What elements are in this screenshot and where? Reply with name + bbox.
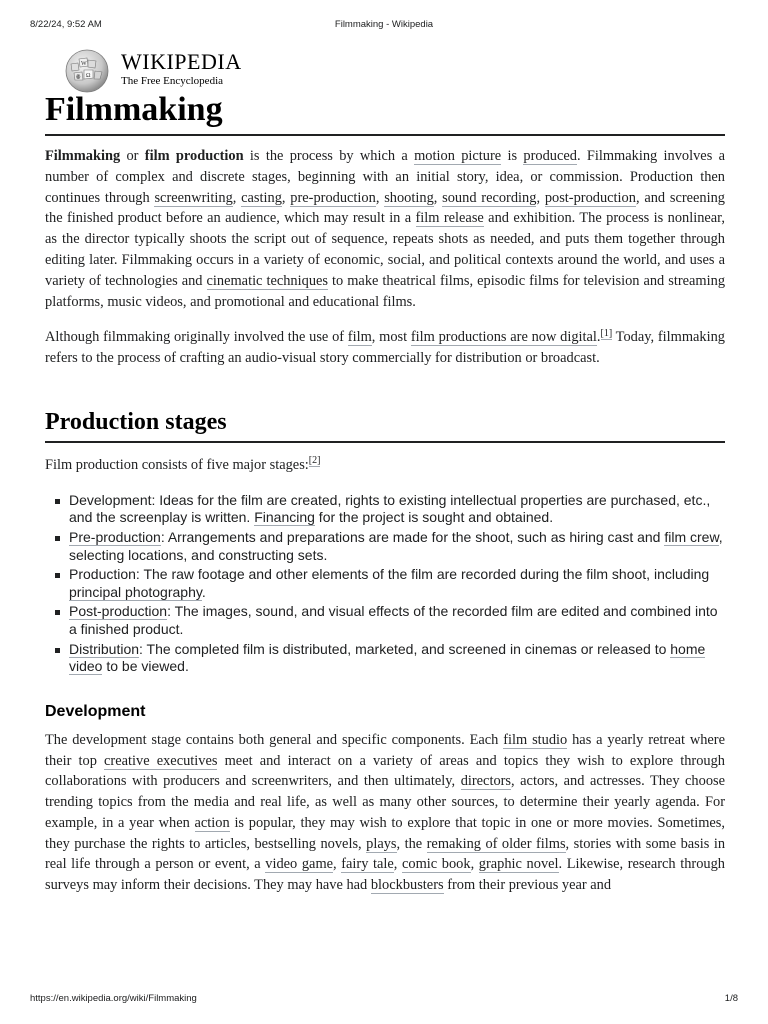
section-heading-development: Development [45, 702, 146, 720]
text: to make theatrical films, episodic films for television and streaming platforms, music videos, and promotional and educational films. [45, 272, 726, 310]
link-film-productions-digital[interactable]: film productions are now digital [410, 329, 597, 346]
text: , the [396, 835, 427, 852]
article-content [45, 90, 725, 896]
link-comic-book[interactable]: comic book [402, 856, 471, 873]
text: , and screening the finished product before an audience, which may result in a [45, 189, 725, 227]
link-pre-production[interactable]: pre-production [290, 189, 376, 206]
print-header [30, 19, 738, 33]
text: is popular, they may wish to explore that topic in one or more movies. Sometimes, they purchase the rights to articles, bestselling novels, [45, 814, 725, 852]
section-heading-production-stages: Production stages [45, 407, 725, 443]
link-post-production[interactable]: post-production [544, 189, 636, 206]
text: to be viewed. [102, 658, 189, 675]
intro-paragraph-2 [45, 327, 725, 369]
text: , [393, 856, 403, 873]
link-principal-photography[interactable]: principal photography [69, 583, 202, 600]
bold-term: Filmmaking [45, 148, 121, 164]
svg-text:W: W [81, 61, 87, 67]
wikipedia-wordmark: WIKIPEDIA [121, 49, 242, 74]
text: , [375, 189, 385, 206]
text: , most [371, 329, 411, 346]
link-motion-picture[interactable]: motion picture [414, 148, 502, 164]
link-action[interactable]: action [194, 814, 230, 831]
text: Production: The raw footage and other elements of the film are recorded during the film shoot, including [69, 566, 710, 583]
link-plays[interactable]: plays [366, 835, 397, 852]
text: is [501, 148, 524, 164]
link-screenwriting[interactable]: screenwriting [154, 189, 233, 206]
intro-paragraph-1 [45, 146, 725, 312]
text: for the project is sought and obtained. [314, 509, 554, 526]
text: , [232, 189, 242, 206]
link-graphic-novel[interactable]: graphic novel [478, 856, 559, 873]
text: meet and interact on a variety of areas and topics they wish to explore through collaborations with producers and screenwriters, and then ultimately, [45, 752, 725, 790]
wikipedia-logo[interactable] [62, 46, 262, 94]
text: , actors, and actresses. They choose trending topics from the media and real life, as well as many other sources, to determine their yearly agenda. For example, in a year when [45, 773, 725, 831]
link-produced[interactable]: produced [523, 148, 577, 164]
text: , [536, 189, 545, 206]
text: has a yearly retreat where their top [45, 731, 725, 769]
link-remaking-older-films[interactable]: remaking of older films [426, 835, 566, 852]
production-intro [45, 455, 725, 476]
bold-term: film production [144, 148, 244, 164]
text: , stories with some basis in real life through a person or event, a [45, 835, 726, 873]
list-item [69, 566, 725, 601]
text: , [433, 189, 443, 206]
print-page-title: Filmmaking - Wikipedia [334, 19, 434, 30]
list-item [69, 529, 725, 564]
list-item [69, 641, 725, 676]
link-post-production[interactable]: Post-production [69, 603, 168, 620]
link-blockbusters[interactable]: blockbusters [370, 877, 444, 894]
link-pre-production[interactable]: Pre-production [69, 528, 161, 545]
link-directors[interactable]: directors [460, 773, 512, 790]
link-cinematic-techniques[interactable]: cinematic techniques [206, 272, 329, 289]
text: and exhibition. The process is nonlinear, as the director typically shoots the script out of sequence, repeats shots as needed, and puts them together through editing later. Filmmaking occurs in a variety of economic, social, and political contexts around the world, and uses a variety of technologies and [45, 210, 725, 289]
svg-text:ꙮ: ꙮ [76, 75, 81, 80]
text: . Likewise, research through surveys may inform their decisions. They may have had [45, 856, 725, 894]
text: . Filmmaking involves a number of complex and discrete stages, beginning with an initial story, idea, or commission. Production then continues through [45, 148, 725, 206]
text: . [201, 583, 206, 600]
text: , [470, 856, 479, 873]
text: . [596, 329, 601, 346]
link-financing[interactable]: Financing [254, 509, 315, 526]
print-page-number: 1/8 [724, 993, 738, 1004]
link-film-release[interactable]: film release [415, 210, 484, 227]
text: , [281, 189, 291, 206]
link-fairy-tale[interactable]: fairy tale [341, 856, 394, 873]
development-paragraph [45, 730, 725, 896]
link-distribution[interactable]: Distribution [69, 640, 140, 657]
print-footer [30, 993, 738, 1007]
link-home-video[interactable]: home video [69, 640, 706, 675]
list-item [69, 492, 725, 527]
link-video-game[interactable]: video game [265, 856, 334, 873]
text: Although filmmaking originally involved the use of [45, 329, 348, 346]
citation-2[interactable]: [2] [308, 455, 321, 467]
svg-text:Ω: Ω [86, 73, 91, 79]
text: from their previous year and [443, 877, 612, 894]
list-item [69, 603, 725, 638]
text: : The completed film is distributed, marketed, and screened in cinemas or released to [139, 640, 671, 657]
link-casting[interactable]: casting [241, 189, 282, 206]
text: or [120, 148, 145, 164]
stages-list [45, 492, 725, 676]
text: : The images, sound, and visual effects of the recorded film are edited and combined into a finished product. [69, 603, 718, 637]
link-creative-executives[interactable]: creative executives [104, 752, 218, 769]
text: Development: Ideas for the film are created, rights to existing intellectual properties are purchased, etc., and the screenplay is written. [69, 491, 711, 526]
text: The development stage contains both general and specific components. Each [45, 731, 504, 748]
text: Film production consists of five major stages: [45, 456, 309, 473]
text: , selecting locations, and constructing sets. [69, 528, 723, 563]
text: , [333, 856, 342, 873]
print-url: https://en.wikipedia.org/wiki/Filmmaking [30, 993, 197, 1004]
citation-1[interactable]: [1] [600, 327, 613, 339]
link-film-crew[interactable]: film crew [664, 528, 719, 545]
link-sound-recording[interactable]: sound recording [442, 189, 537, 206]
page-title: Filmmaking [45, 90, 725, 136]
link-film-studio[interactable]: film studio [503, 731, 568, 748]
wikipedia-tagline: The Free Encyclopedia [121, 75, 224, 87]
text: is the process by which a [243, 148, 415, 164]
link-shooting[interactable]: shooting [384, 189, 434, 206]
print-datetime: 8/22/24, 9:52 AM [30, 19, 102, 30]
text: Today, filmmaking refers to the process of crafting an audio-visual story commercially for distribution or broadcast. [45, 329, 725, 367]
text: : Arrangements and preparations are made for the shoot, such as hiring cast and [160, 528, 665, 545]
link-film[interactable]: film [347, 329, 372, 346]
wikipedia-globe-icon [62, 46, 112, 94]
